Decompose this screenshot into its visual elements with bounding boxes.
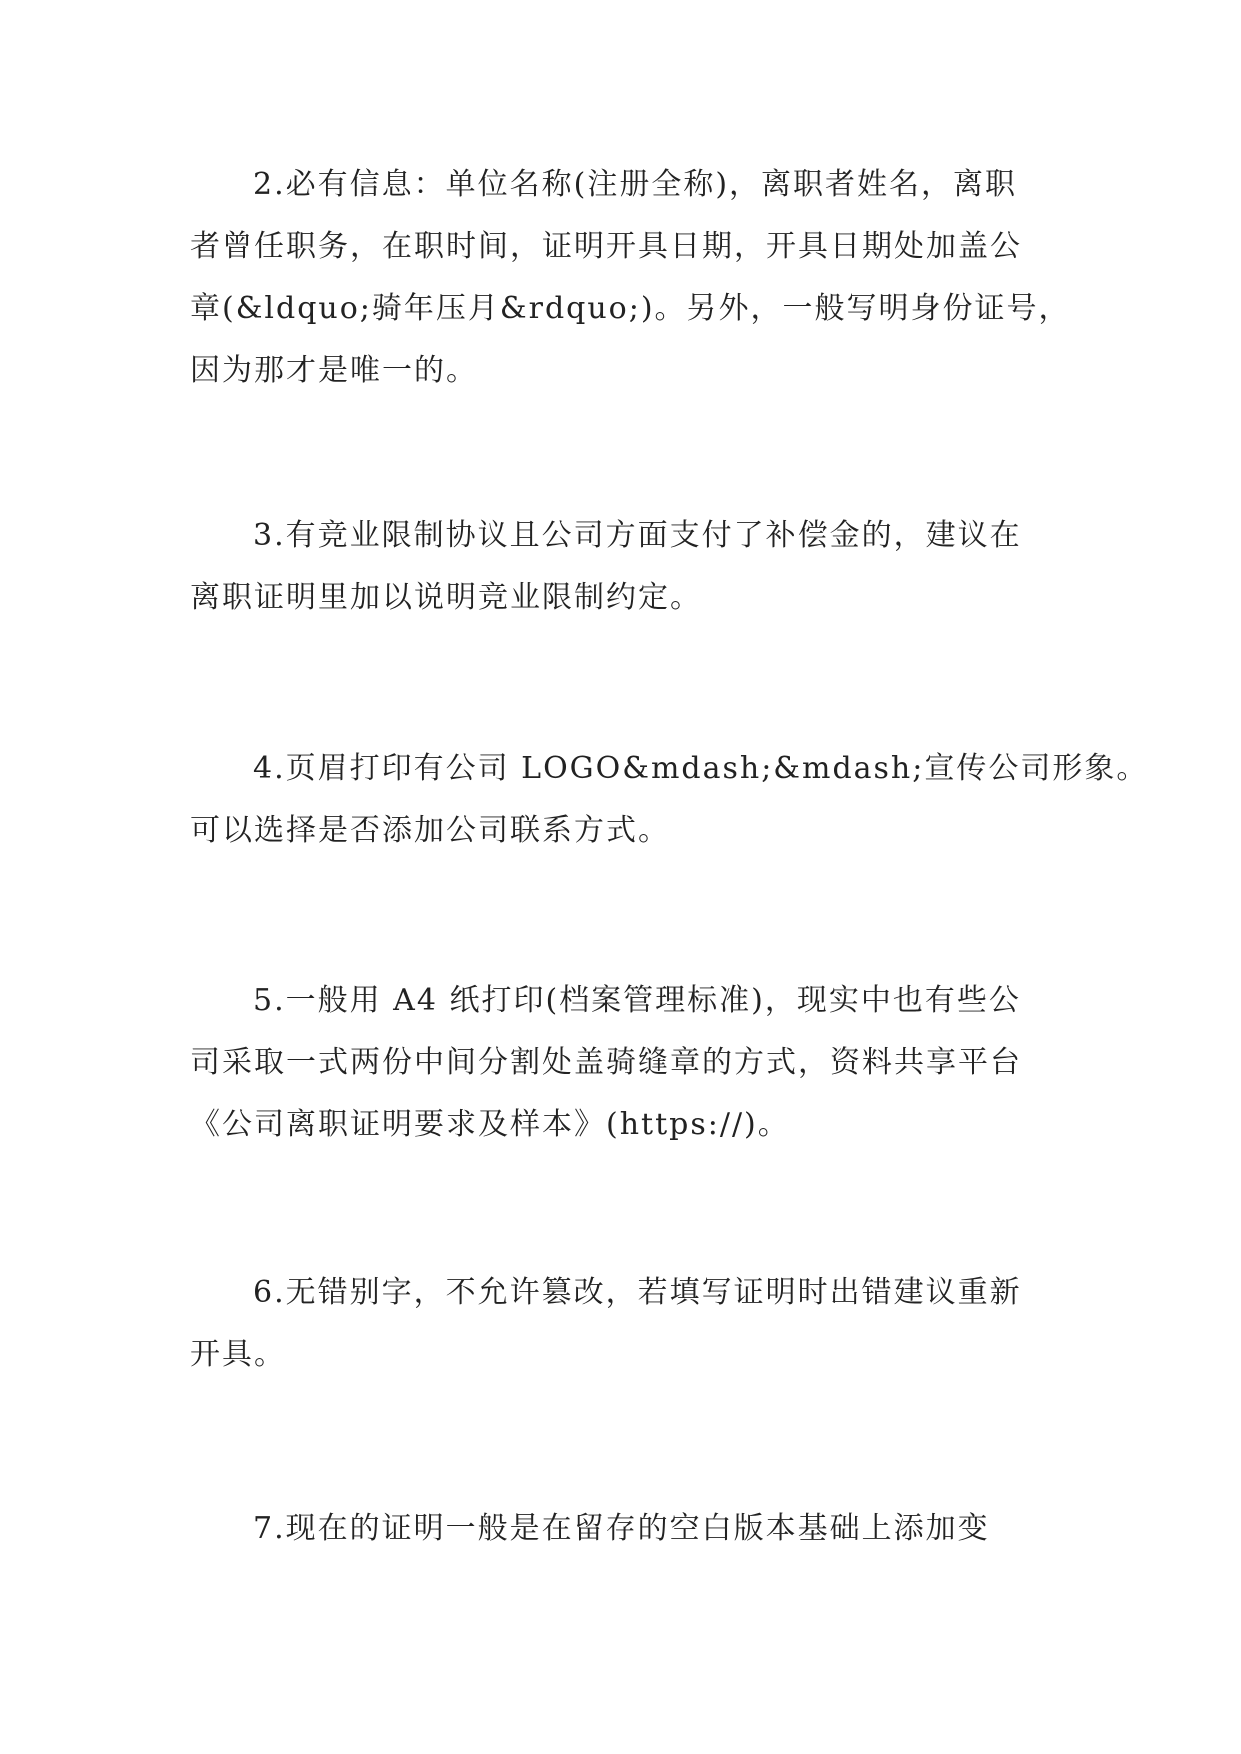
paragraph-4-line-2: 可以选择是否添加公司联系方式。 xyxy=(190,813,670,848)
paragraph-6-line-1: 6.无错别字，不允许篡改，若填写证明时出错建议重新 xyxy=(253,1275,1022,1310)
paragraph-2-line-3: 章(&ldquo;骑年压月&rdquo;)。另外，一般写明身份证号， xyxy=(190,291,1071,326)
paragraph-3-line-1: 3.有竞业限制协议且公司方面支付了补偿金的，建议在 xyxy=(253,518,1022,553)
paragraph-7-line-1: 7.现在的证明一般是在留存的空白版本基础上添加变 xyxy=(253,1511,990,1546)
paragraph-5-line-3: 《公司离职证明要求及样本》(https://)。 xyxy=(190,1107,790,1142)
paragraph-2-line-1: 2.必有信息：单位名称(注册全称)，离职者姓名，离职 xyxy=(253,167,1018,202)
paragraph-5-line-1: 5.一般用 A4 纸打印(档案管理标准)，现实中也有些公 xyxy=(253,983,1021,1018)
paragraph-6-line-2: 开具。 xyxy=(190,1337,286,1372)
paragraph-3-line-2: 离职证明里加以说明竞业限制约定。 xyxy=(190,580,702,615)
paragraph-2-line-2: 者曾任职务，在职时间，证明开具日期，开具日期处加盖公 xyxy=(190,229,1022,264)
paragraph-4-line-1: 4.页眉打印有公司 LOGO&mdash;&mdash;宣传公司形象。 xyxy=(253,751,1149,786)
paragraph-2-line-4: 因为那才是唯一的。 xyxy=(190,353,478,388)
paragraph-5-line-2: 司采取一式两份中间分割处盖骑缝章的方式，资料共享平台 xyxy=(190,1045,1022,1080)
